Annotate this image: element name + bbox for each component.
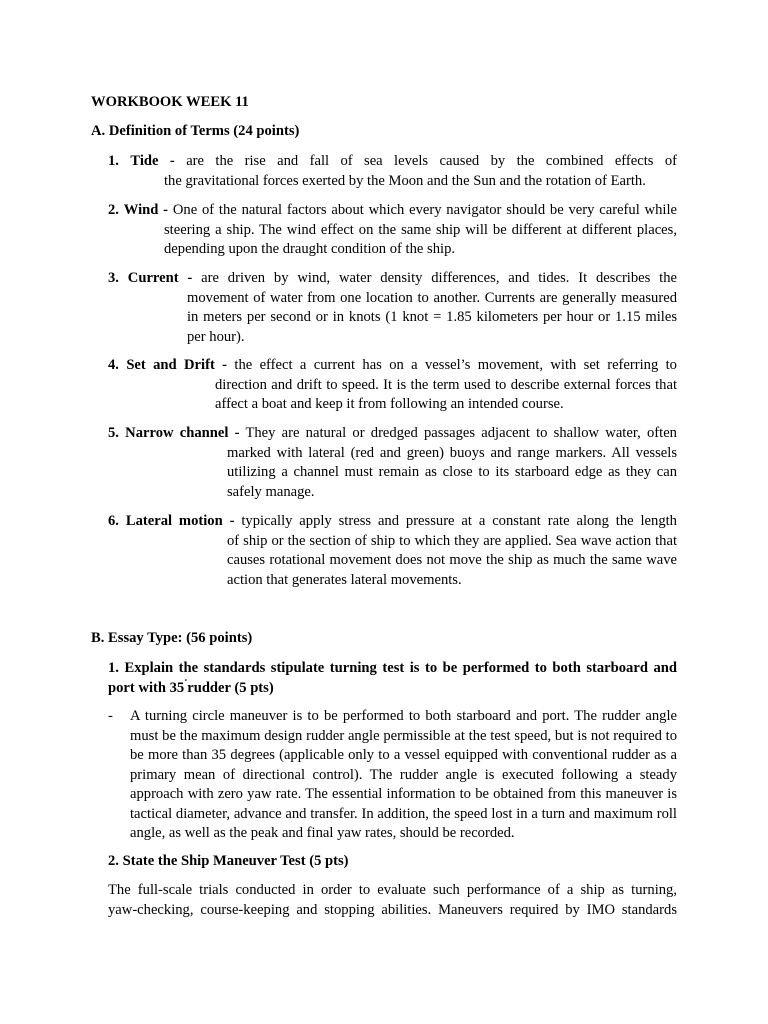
term-set-and-drift [108, 356, 677, 415]
question-1-text-end: rudder (5 pts) [187, 679, 274, 696]
document-title: WORKBOOK WEEK 11 [91, 94, 249, 110]
term-number: 4. [108, 357, 119, 373]
term-definition-start: are driven by wind, water density differences, and tides. It describes the [201, 270, 677, 286]
term-definition-start: They are natural or dredged passages adjacent to shallow water, often [245, 425, 677, 441]
term-label: Current - [127, 270, 193, 286]
term-first-line [108, 152, 677, 172]
term-label: Lateral motion - [125, 513, 235, 529]
term-number: 2. [108, 202, 119, 218]
term-definition-rest: direction and drift to speed. It is the term used to describe external forces that affect a boat and keep it from following an intended course. [215, 376, 677, 412]
term-first-line [108, 512, 677, 532]
degree-symbol: ˚ [184, 677, 188, 688]
term-definition-rest: the gravitational forces exerted by the Moon and the Sun and the rotation of Earth. [164, 172, 646, 189]
term-definition-rest: steering a ship. The wind effect on the same ship will be different at different places, depending upon the draught condition of the ship. [164, 221, 677, 257]
question-1-line-1: 1. Explain the standards stipulate turning test is to be performed to both starboard and [108, 660, 677, 676]
question-1-text: port with 35 [108, 679, 185, 696]
term-label: Narrow channel - [125, 425, 240, 441]
term-number: 5. [108, 425, 119, 441]
term-definition-start: the effect a current has on a vessel’s movement, with set referring to [234, 357, 677, 373]
term-definition-start: typically apply stress and pressure at a constant rate along the length [241, 513, 677, 529]
term-first-line [108, 269, 677, 289]
term-tide [108, 152, 677, 191]
question-2: 2. State the Ship Maneuver Test (5 pts) [108, 853, 349, 869]
term-label: Set and Drift - [126, 357, 228, 373]
term-definition-start: One of the natural factors about which every navigator should be very careful while [172, 202, 677, 218]
term-first-line [108, 424, 677, 444]
term-current [108, 269, 677, 347]
term-wind [108, 201, 677, 260]
term-definition-rest: of ship or the section of ship to which they are applied. Sea wave action that causes rotational movement does not move the ship as much the same wave action that generates lateral movements. [227, 532, 677, 588]
term-first-line [108, 356, 677, 376]
answer-1-text: A turning circle maneuver is to be performed to both starboard and port. The rudder angle must be the maximum design rudder angle permissible at the test speed, but is not required to be more than 35 degrees (applicable only to a vessel equipped with conventional rudder as a primary mean of directional control). The rudder angle is executed following a steady approach with zero yaw rate. The essential information to be obtained from this maneuver is tactical diameter, advance and transfer. In addition, the speed lost in a turn and maximum roll angle, as well as the peak and final yaw rates, should be recorded. [130, 708, 677, 841]
question-2-paragraph [108, 881, 677, 920]
term-definition-start: are the rise and fall of sea levels caused by the combined effects of [186, 153, 677, 169]
term-label: Wind - [123, 202, 169, 218]
term-definition-rest: marked with lateral (red and green) buoys and range markers. All vessels utilizing a channel must remain as close to its starboard edge as they can safely manage. [227, 444, 677, 500]
section-a-heading: A. Definition of Terms (24 points) [91, 123, 300, 139]
term-number: 6. [108, 513, 119, 529]
paragraph-line-2: yaw-checking, course-keeping and stopping abilities. Maneuvers required by IMO standards [108, 901, 677, 918]
term-number: 3. [108, 270, 119, 286]
section-b-heading: B. Essay Type: (56 points) [91, 630, 253, 646]
term-number: 1. [108, 153, 119, 169]
term-lateral-motion [108, 512, 677, 590]
term-narrow-channel [108, 424, 677, 502]
question-1 [108, 659, 677, 698]
term-definition-rest: movement of water from one location to another. Currents are generally measured in meters per second or in knots (1 knot = 1.85 kilometers per hour or 1.15 miles per hour). [187, 289, 677, 345]
question-1-line-2 [108, 677, 274, 696]
term-label: Tide - [130, 153, 175, 169]
answer-1 [108, 707, 677, 844]
term-first-line [108, 201, 677, 221]
paragraph-line-1: The full-scale trials conducted in order to evaluate such performance of a ship as turning, [108, 882, 677, 898]
bullet-dash: - [108, 708, 113, 724]
